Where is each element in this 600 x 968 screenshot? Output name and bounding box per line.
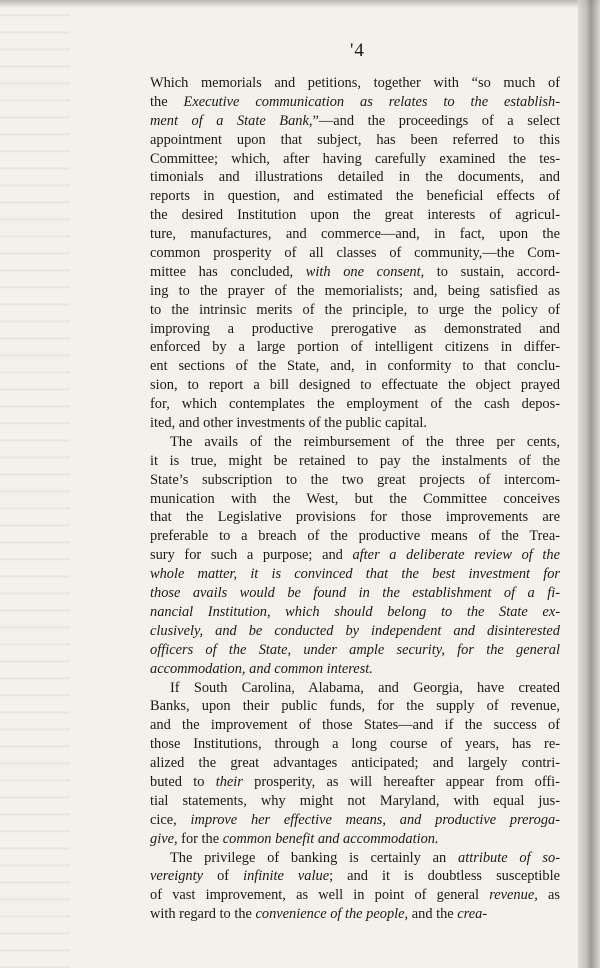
text-run: common prosperity of all classes of community,—the Com- [150, 245, 560, 262]
text-line [150, 263, 560, 282]
text-line [150, 490, 560, 509]
text-line [150, 471, 560, 490]
text-run: of vast improvement, as well in point of general [150, 887, 490, 904]
text-line [150, 905, 560, 924]
text-run: ture, manufactures, and commerce—and, in fact, upon the [150, 226, 560, 243]
text-run: ing to the prayer of the memorialists; and, being satisfied as [150, 282, 560, 299]
text-line [150, 187, 560, 206]
paragraph [150, 74, 560, 433]
text-run: timonials and illustrations detailed in the documents, and [150, 169, 560, 186]
italic-run: give, [150, 830, 178, 847]
paragraph [150, 679, 560, 849]
italic-run: officers of the State, under ample security, for the general [150, 641, 560, 658]
text-run: preferable to a breach of the productive means of the Trea- [150, 528, 560, 545]
italic-run: nancial Institution, which should belong to the State ex- [150, 603, 560, 620]
text-line [150, 376, 560, 395]
italic-run: common benefit and accommodation. [222, 830, 439, 847]
text-line [150, 508, 560, 527]
text-run: and the [408, 906, 458, 923]
text-line [150, 395, 560, 414]
text-line [150, 74, 560, 93]
text-line [150, 527, 560, 546]
text-line [150, 206, 560, 225]
page-number: '4 [350, 40, 365, 61]
text-run: buted to [150, 773, 216, 790]
text-run: for, which contemplates the employment of the cash depos- [150, 396, 560, 413]
text-line [150, 811, 560, 830]
text-line [150, 660, 560, 679]
text-run: it is true, might be retained to pay the instalments of the [150, 452, 560, 469]
text-run: The privilege of banking is certainly an [170, 849, 459, 866]
text-run: alized the great advantages anticipated; and largely contri- [150, 755, 560, 772]
binding-gutter [0, 0, 70, 968]
page-right-edge [578, 0, 600, 968]
text-run: tial statements, why might not Maryland, with equal jus- [150, 792, 560, 809]
text-run: mittee has concluded, [150, 263, 306, 280]
text-line [150, 773, 560, 792]
italic-run: whole matter, it is convinced that the best investment for [150, 566, 560, 583]
text-line [150, 357, 560, 376]
text-run: appointment upon that subject, has been referred to this [150, 131, 560, 148]
text-run: of [203, 868, 244, 885]
paragraph [150, 433, 560, 679]
text-line [150, 338, 560, 357]
text-run: the [150, 93, 184, 110]
text-run: sion, to report a bill designed to effectuate the object prayed [150, 377, 560, 394]
text-run: ent sections of the State, and, in conformity to that conclu- [150, 358, 560, 375]
italic-run: convenience of the people, [255, 906, 409, 923]
text-run: The avails of the reimbursement of the three per cents, [170, 433, 560, 450]
text-run: cice, [150, 811, 191, 828]
text-line [150, 679, 560, 698]
text-line [150, 112, 560, 131]
text-line [150, 244, 560, 263]
text-run: Which memorials and petitions, together with “so much of [150, 75, 560, 91]
text-run: the desired Institution upon the great interests of agricul- [150, 207, 560, 224]
text-line [150, 414, 560, 433]
text-line [150, 697, 560, 716]
text-line [150, 301, 560, 320]
text-run: those Institutions, through a long course of years, has re- [150, 736, 560, 753]
italic-run: those avails would be found in the establishment of a fi- [150, 585, 560, 602]
italic-run: improve her effective means, and productive preroga- [190, 811, 561, 828]
italic-run: ment of a State Bank, [150, 112, 313, 129]
text-line [150, 320, 560, 339]
italic-run: with one consent, [305, 263, 425, 280]
text-line [150, 546, 560, 565]
text-line [150, 150, 560, 169]
paragraph [150, 849, 560, 925]
text-line [150, 754, 560, 773]
italic-run: vereignty [150, 868, 204, 885]
text-line [150, 93, 560, 112]
text-run: with regard to the [150, 906, 256, 923]
text-line [150, 225, 560, 244]
text-run: improving a productive prerogative as demonstrated and [150, 320, 560, 337]
text-run: ; and it is doubtless susceptible [329, 868, 561, 885]
text-run: reports in question, and estimated the beneficial effects of [150, 188, 560, 205]
italic-run: revenue, [489, 887, 538, 904]
text-line [150, 830, 560, 849]
text-line [150, 131, 560, 150]
italic-run: after a deliberate review of the [352, 547, 560, 564]
text-run: and the improvement of those States—and if the success of [150, 717, 560, 734]
text-run: sury for such a purpose; and [150, 547, 353, 564]
page-top-edge [0, 0, 600, 8]
text-line [150, 168, 560, 187]
text-run: enforced by a large portion of intelligent citizens in differ- [150, 339, 560, 356]
text-run: Banks, upon their public funds, for the supply of revenue, [150, 698, 560, 715]
text-line [150, 792, 560, 811]
text-line [150, 849, 560, 868]
text-run: Committee; which, after having carefully examined the tes- [150, 150, 560, 167]
italic-run: their [215, 773, 243, 790]
italic-run: Executive communication as relates to the establish- [183, 93, 560, 110]
text-line [150, 433, 560, 452]
italic-run: infinite value [243, 868, 330, 885]
text-line [150, 282, 560, 301]
text-run: munication with the West, but the Committee conceives [150, 490, 560, 507]
text-run: for the [177, 830, 223, 847]
text-run: State’s subscription to the two great projects of intercom- [150, 471, 560, 488]
text-run: that the Legislative provisions for those improvements are [150, 509, 560, 526]
text-line [150, 735, 560, 754]
text-run: prosperity, as will hereafter appear from offi- [242, 773, 560, 790]
italic-run: clusively, and be conducted by independent and disinterested [150, 622, 560, 639]
text-run: If South Carolina, Alabama, and Georgia, have created [170, 679, 560, 696]
text-line [150, 867, 560, 886]
body-text [150, 74, 560, 924]
italic-run: crea- [457, 906, 488, 923]
text-line [150, 641, 560, 660]
text-run: to sustain, accord- [424, 263, 560, 280]
italic-run: accommodation, and common interest. [150, 660, 373, 677]
text-line [150, 622, 560, 641]
text-line [150, 565, 560, 584]
text-line [150, 584, 560, 603]
text-run: ited, and other investments of the public capital. [150, 415, 427, 432]
text-run: as [537, 887, 561, 904]
italic-run: attribute of so- [458, 849, 561, 866]
text-line [150, 452, 560, 471]
text-line [150, 886, 560, 905]
text-line [150, 716, 560, 735]
text-run: to the intrinsic merits of the principle, to urge the policy of [150, 301, 560, 318]
text-run: ”—and the proceedings of a select [312, 112, 560, 129]
text-line [150, 603, 560, 622]
